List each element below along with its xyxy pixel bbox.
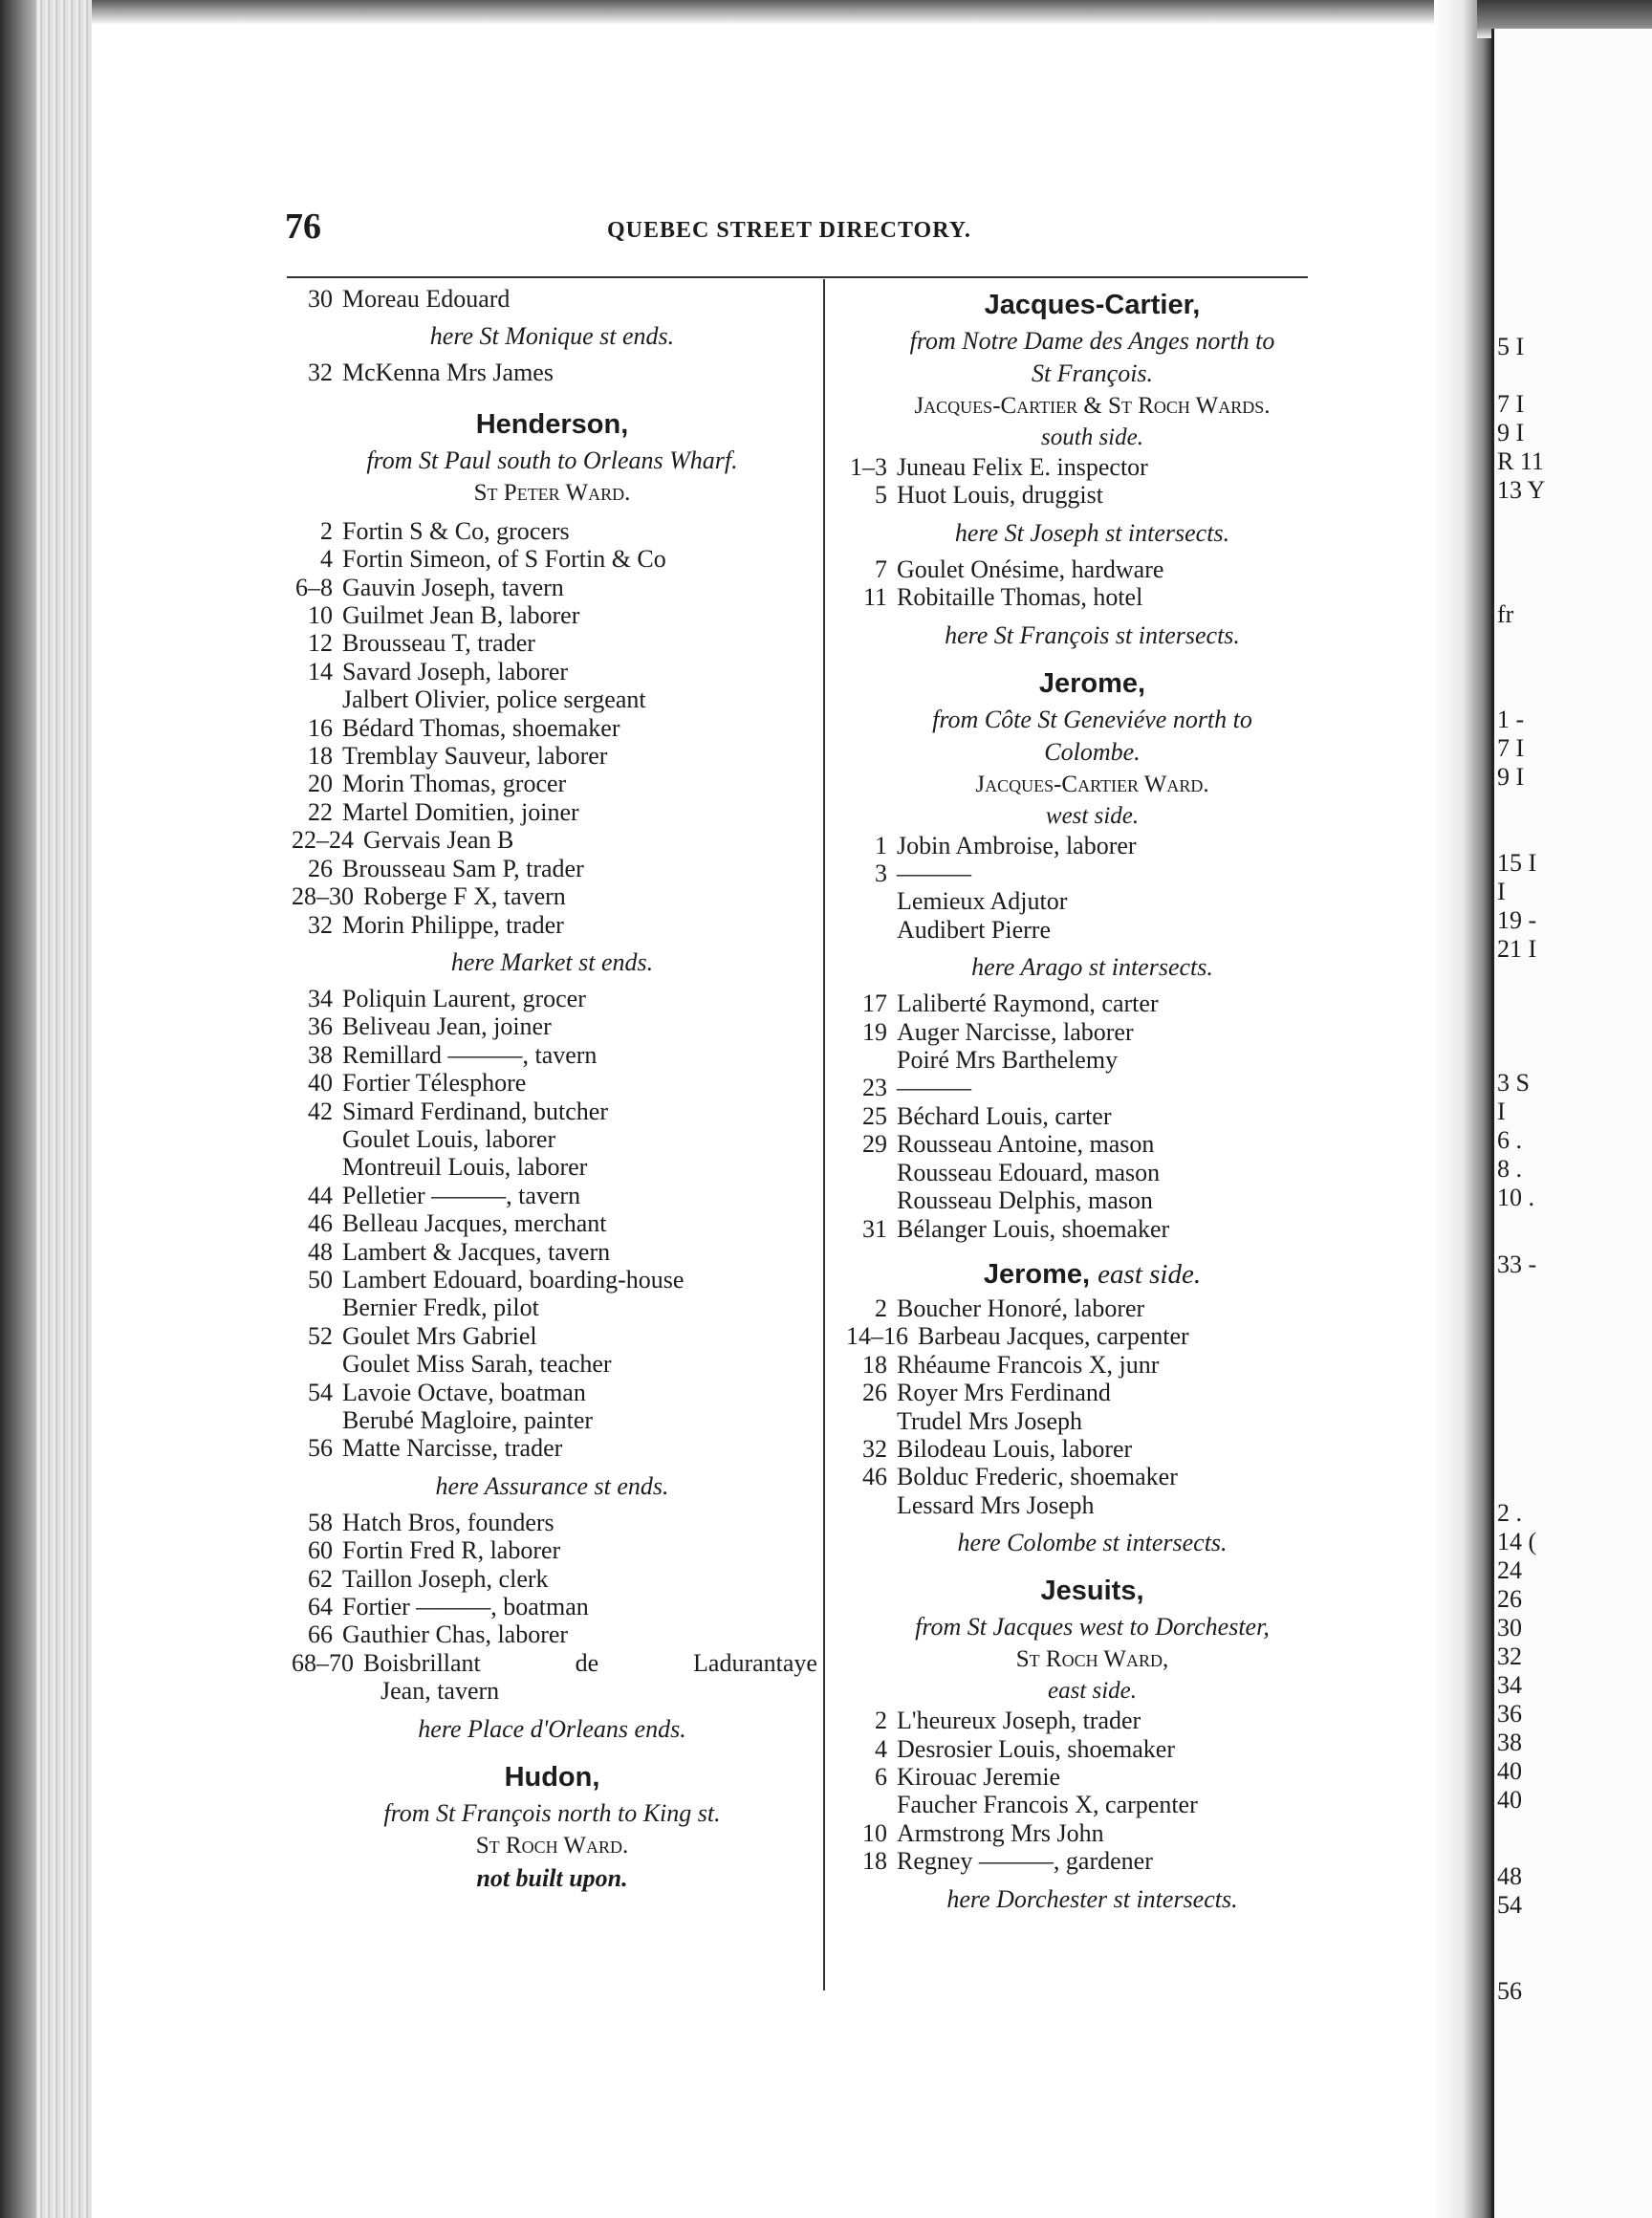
entry-list (841, 989, 1343, 1243)
resident-name: Berubé Magloire, painter (342, 1406, 594, 1434)
entry-row (287, 285, 817, 313)
house-number: 6–8 (295, 573, 333, 601)
house-number: 17 (862, 989, 887, 1018)
house-number: 30 (308, 285, 333, 313)
house-number: 44 (308, 1181, 333, 1209)
resident-name: Brousseau T, trader (342, 629, 535, 658)
fragment-text: 6 . (1497, 1126, 1522, 1154)
entry-row (287, 359, 817, 386)
house-number: 68–70 (292, 1648, 354, 1677)
house-number: 22–24 (292, 826, 354, 855)
ward-name: St Roch Ward. (475, 1832, 629, 1859)
house-number: 18 (862, 1350, 887, 1379)
house-number: 14 (308, 657, 333, 685)
fragment-text: 15 I (1497, 849, 1537, 877)
house-number: 18 (308, 742, 333, 771)
street-heading: Jacques-Cartier, (984, 290, 1201, 320)
resident-name: Bélanger Louis, shoemaker (897, 1214, 1170, 1243)
resident-name: Morin Philippe, trader (342, 910, 564, 939)
house-number: 60 (308, 1536, 333, 1565)
entry-row (841, 1294, 1343, 1322)
entry-row (841, 583, 1343, 611)
entry-row (287, 1649, 817, 1677)
entry-row (287, 517, 817, 545)
book-gutter (1434, 0, 1491, 2218)
house-number: 1–3 (850, 453, 887, 481)
entry-row (287, 1593, 817, 1620)
header-rule (287, 276, 1308, 278)
street-description: from Notre Dame des Anges north to (909, 327, 1275, 355)
entry-row (287, 685, 817, 713)
entry-row (841, 1074, 1343, 1101)
resident-name: Rousseau Edouard, mason (897, 1158, 1161, 1186)
resident-name: Morin Thomas, grocer (342, 770, 567, 798)
fragment-text: 21 I (1497, 935, 1537, 963)
resident-name: Martel Domitien, joiner (342, 797, 579, 826)
resident-name: Brousseau Sam P, trader (342, 854, 584, 882)
house-number: 12 (308, 629, 333, 658)
house-number: 4 (320, 545, 333, 574)
house-number: 32 (308, 910, 333, 939)
entry-row (287, 770, 817, 797)
resident-name: Bolduc Frederic, shoemaker (897, 1463, 1178, 1491)
entry-row (841, 832, 1343, 859)
entry-list (841, 832, 1343, 945)
entry-row (841, 1819, 1343, 1847)
resident-name: Barbeau Jacques, carpenter (918, 1322, 1189, 1351)
resident-name: Hatch Bros, founders (342, 1508, 554, 1536)
resident-name: Beliveau Jean, joiner (342, 1012, 552, 1041)
resident-name: Moreau Edouard (342, 285, 511, 313)
fragment-text: 19 - (1497, 906, 1537, 934)
house-number: 48 (308, 1237, 333, 1266)
street-note: here Arago st intersects. (971, 953, 1213, 982)
house-number: 36 (308, 1012, 333, 1041)
street-description: St François. (1031, 359, 1154, 387)
resident-name: Bilodeau Louis, laborer (897, 1434, 1133, 1463)
fragment-text: 2 . (1497, 1499, 1522, 1527)
entry-row (841, 1379, 1343, 1406)
house-number: 3 (875, 859, 887, 888)
entry-row (841, 1407, 1343, 1435)
resident-name-part: Ladurantaye (693, 1648, 817, 1677)
house-number: 25 (862, 1101, 887, 1130)
middle-column (841, 285, 1343, 1922)
street-note: here St Joseph st intersects. (954, 518, 1230, 547)
house-number: 26 (862, 1379, 887, 1407)
house-number: 6 (875, 1762, 887, 1791)
house-number: 56 (308, 1434, 333, 1463)
entry-list (287, 1509, 817, 1649)
house-number: 29 (862, 1130, 887, 1159)
entry-row (841, 1707, 1343, 1734)
fragment-text: I (1497, 878, 1506, 905)
street-heading: Jerome, (1038, 667, 1146, 699)
running-title: QUEBEC STREET DIRECTORY. (607, 218, 971, 243)
resident-name: Goulet Miss Sarah, teacher (342, 1350, 612, 1379)
resident-name: ——— (897, 859, 971, 888)
house-number: 1 (875, 831, 887, 859)
resident-name: Jalbert Olivier, police sergeant (342, 685, 646, 714)
house-number: 32 (308, 359, 333, 387)
entry-list (841, 1294, 1343, 1519)
fragment-text: 30 (1497, 1614, 1522, 1642)
fragment-text: 38 (1497, 1729, 1522, 1756)
street-note: here St Monique st ends. (429, 322, 675, 351)
resident-name-part: de (575, 1648, 599, 1677)
entry-row (841, 859, 1343, 887)
street-description: Colombe. (1044, 737, 1141, 766)
resident-name: Lambert & Jacques, tavern (342, 1237, 611, 1266)
entry-row (287, 1509, 817, 1536)
resident-name: Huot Louis, druggist (897, 481, 1103, 510)
entry-list (841, 1707, 1343, 1875)
resident-name: Gauthier Chas, laborer (342, 1620, 569, 1649)
street-description: from St François north to King st. (383, 1798, 721, 1827)
entry-row (287, 1182, 817, 1209)
house-number: 11 (862, 583, 887, 612)
street-note: here Place d'Orleans ends. (418, 1714, 686, 1743)
street-heading: Hudon, (504, 1761, 600, 1793)
resident-name: Gauvin Joseph, tavern (342, 573, 564, 601)
resident-name: Savard Joseph, laborer (342, 657, 569, 685)
fragment-text: 56 (1497, 1977, 1522, 2005)
resident-name: Boucher Honoré, laborer (897, 1294, 1145, 1322)
resident-name: Goulet Louis, laborer (342, 1124, 556, 1153)
entry-row (841, 1463, 1343, 1490)
resident-name: Fortin S & Co, grocers (342, 516, 570, 545)
fragment-text: I (1497, 1098, 1506, 1125)
resident-name: Lambert Edouard, boarding-house (342, 1265, 685, 1294)
entry-row (287, 1209, 817, 1237)
house-number: 2 (875, 1294, 887, 1322)
street-note: here Colombe st intersects. (957, 1529, 1228, 1557)
entry-row (287, 1125, 817, 1153)
entry-row (287, 1434, 817, 1462)
resident-name: Goulet Mrs Gabriel (342, 1321, 537, 1350)
entry-row (287, 714, 817, 742)
house-number: 4 (875, 1734, 887, 1763)
street-note: not built upon. (476, 1863, 628, 1892)
fragment-text: 48 (1497, 1862, 1522, 1890)
entry-row (287, 1294, 817, 1321)
resident-name: Jobin Ambroise, laborer (897, 831, 1137, 859)
entry-row (287, 1322, 817, 1350)
entry-row (287, 1069, 817, 1097)
house-number: 31 (862, 1214, 887, 1243)
resident-name: Faucher Francois X, carpenter (897, 1791, 1198, 1819)
entry-row (287, 1620, 817, 1648)
fragment-text: 32 (1497, 1642, 1522, 1670)
side-label: west side. (1045, 802, 1140, 829)
book-spine (0, 0, 36, 2218)
fragment-text: 8 . (1497, 1155, 1522, 1183)
house-number: 62 (308, 1564, 333, 1593)
ward-name: St Peter Ward. (473, 479, 631, 506)
resident-name: Desrosier Louis, shoemaker (897, 1734, 1175, 1763)
street-description: from St Paul south to Orleans Wharf. (366, 446, 738, 474)
entry-row (287, 574, 817, 601)
entry-row (841, 1491, 1343, 1519)
street-note: here St François st intersects. (945, 620, 1240, 649)
resident-name: Regney ———, gardener (897, 1847, 1153, 1876)
street-heading: Jesuits, (1040, 1576, 1144, 1607)
entry-row (841, 555, 1343, 583)
house-number: 26 (308, 854, 333, 882)
house-number: 18 (862, 1847, 887, 1876)
house-number: 10 (862, 1818, 887, 1847)
fragment-text: 1 - (1497, 706, 1525, 733)
side-label: east side. (1047, 1678, 1138, 1705)
fragment-text: fr (1497, 600, 1514, 628)
resident-name: Boisbrillant (363, 1648, 481, 1677)
fragment-text: 5 I (1497, 333, 1525, 360)
resident-name: Belleau Jacques, merchant (342, 1209, 607, 1238)
entry-row (287, 545, 817, 573)
fragment-text: 34 (1497, 1671, 1522, 1699)
house-number: 50 (308, 1265, 333, 1294)
entry-row (287, 1266, 817, 1294)
house-number: 38 (308, 1040, 333, 1069)
entry-row (287, 1098, 817, 1125)
house-number: 64 (308, 1593, 333, 1621)
entry-row (841, 1018, 1343, 1046)
resident-name: Poiré Mrs Barthelemy (897, 1046, 1119, 1075)
resident-name: Remillard ———, tavern (342, 1040, 598, 1069)
entry-row (287, 601, 817, 629)
street-description: from Côte St Geneviéve north to (932, 705, 1252, 733)
street-name: Jerome, (983, 1258, 1091, 1290)
street-heading: Henderson, (475, 408, 629, 440)
street-heading (841, 1254, 1343, 1294)
fragment-text: 14 ( (1497, 1528, 1537, 1555)
resident-name: Rhéaume Francois X, junr (897, 1350, 1160, 1379)
house-number: 52 (308, 1321, 333, 1350)
entry-row (841, 1847, 1343, 1875)
ward-name: Jacques-Cartier Ward. (975, 771, 1209, 797)
entry-row (841, 916, 1343, 944)
resident-name: Royer Mrs Ferdinand (897, 1379, 1111, 1407)
entry-row (287, 658, 817, 685)
entry-row (841, 1130, 1343, 1158)
fragment-text: 26 (1497, 1585, 1522, 1613)
entry-row (841, 887, 1343, 915)
entry-row (841, 1102, 1343, 1130)
resident-name: Gervais Jean B (363, 826, 514, 855)
street-note: here Dorchester st intersects. (946, 1884, 1238, 1913)
entry-row (287, 1565, 817, 1593)
resident-name: Kirouac Jeremie (897, 1762, 1061, 1791)
resident-name: Pelletier ———, tavern (342, 1181, 581, 1209)
fragment-text: 9 I (1497, 419, 1525, 446)
house-number: 2 (875, 1707, 887, 1735)
entry-row (287, 1379, 817, 1406)
house-number: 46 (308, 1209, 333, 1238)
entry-row (841, 989, 1343, 1017)
resident-name: Lavoie Octave, boatman (342, 1378, 586, 1406)
entry-row (841, 1791, 1343, 1818)
entry-row (841, 1735, 1343, 1763)
entry-row (841, 481, 1343, 509)
resident-name: Lemieux Adjutor (897, 887, 1068, 916)
resident-name: Goulet Onésime, hardware (897, 554, 1164, 583)
fragment-text: 10 . (1497, 1184, 1534, 1211)
house-number: 58 (308, 1508, 333, 1536)
resident-name: Fortier ———, boatman (342, 1593, 589, 1621)
fragment-text: 7 I (1497, 734, 1525, 762)
house-number: 28–30 (292, 882, 354, 911)
fragment-text: 3 S (1497, 1069, 1530, 1097)
page-edges (36, 0, 92, 2218)
entry-row (287, 1012, 817, 1040)
resident-name: Bernier Fredk, pilot (342, 1294, 539, 1322)
resident-name: Juneau Felix E. inspector (897, 453, 1148, 481)
entry-list (841, 453, 1343, 510)
entry-list (287, 985, 817, 1463)
resident-name: Auger Narcisse, laborer (897, 1017, 1134, 1046)
house-number: 19 (862, 1017, 887, 1046)
left-column (287, 285, 817, 1895)
house-number: 14–16 (846, 1322, 908, 1351)
fragment-text: 54 (1497, 1891, 1522, 1919)
house-number: 22 (308, 797, 333, 826)
resident-name: Poliquin Laurent, grocer (342, 984, 586, 1012)
fragment-text: 7 I (1497, 390, 1525, 418)
house-number: 7 (875, 554, 887, 583)
house-number: 2 (320, 516, 333, 545)
street-description: from St Jacques west to Dorchester, (915, 1613, 1270, 1642)
resident-name: Montreuil Louis, laborer (342, 1153, 588, 1182)
entry-row (287, 1238, 817, 1266)
entry-row (287, 985, 817, 1012)
resident-name: ——— (897, 1074, 971, 1102)
ward-name: St Roch Ward, (1015, 1646, 1169, 1673)
street-note: here Market st ends. (450, 947, 654, 976)
fragment-text: 36 (1497, 1700, 1522, 1728)
resident-name: Audibert Pierre (897, 915, 1052, 944)
fragment-text: R 11 (1497, 447, 1544, 475)
resident-name: Béchard Louis, carter (897, 1101, 1112, 1130)
resident-name: Taillon Joseph, clerk (342, 1564, 549, 1593)
entry-row (287, 882, 817, 910)
house-number: 23 (862, 1074, 887, 1102)
resident-name: Trudel Mrs Joseph (897, 1406, 1083, 1435)
entry-row (841, 1046, 1343, 1074)
resident-name: Roberge F X, tavern (363, 882, 566, 911)
entry-row (287, 629, 817, 657)
fragment-text: 24 (1497, 1556, 1522, 1584)
entry-row (287, 911, 817, 939)
side-label: east side. (1098, 1258, 1202, 1290)
entry-row (287, 1041, 817, 1069)
house-number: 54 (308, 1378, 333, 1406)
entry-row (841, 1435, 1343, 1463)
top-shadow (92, 0, 1478, 25)
resident-name: Laliberté Raymond, carter (897, 989, 1159, 1018)
house-number: 10 (308, 601, 333, 630)
entry-row (287, 798, 817, 826)
entry-row (287, 742, 817, 770)
resident-name: Rousseau Delphis, mason (897, 1186, 1153, 1215)
entry-row (841, 1215, 1343, 1243)
entry-row (841, 1763, 1343, 1791)
entry-row (841, 1159, 1343, 1186)
ward-name: Jacques-Cartier & St Roch Wards. (914, 393, 1271, 419)
entry-row (841, 453, 1343, 481)
fragment-text: 9 I (1497, 763, 1525, 791)
house-number: 42 (308, 1097, 333, 1125)
fragment-text: 13 Y (1497, 476, 1546, 504)
entry-list (841, 555, 1343, 612)
entry-row (287, 1406, 817, 1434)
resident-name: Bédard Thomas, shoemaker (342, 713, 620, 742)
house-number: 46 (862, 1463, 887, 1491)
resident-name: Fortier Télesphore (342, 1069, 527, 1098)
entry-row (841, 1351, 1343, 1379)
street-note: here Assurance st ends. (435, 1471, 669, 1500)
house-number: 40 (308, 1069, 333, 1098)
entry-row (841, 1186, 1343, 1214)
resident-name: L'heureux Joseph, trader (897, 1707, 1141, 1735)
house-number: 16 (308, 713, 333, 742)
resident-name: McKenna Mrs James (342, 359, 554, 387)
resident-name: Matte Narcisse, trader (342, 1434, 563, 1463)
entry-row (287, 855, 817, 882)
entry-row (287, 1153, 817, 1181)
entry-row (287, 826, 817, 854)
resident-name: Armstrong Mrs John (897, 1818, 1104, 1847)
resident-name: Fortin Simeon, of S Fortin & Co (342, 545, 666, 574)
fragment-text: 40 (1497, 1757, 1522, 1785)
fragment-text: 33 - (1497, 1250, 1537, 1278)
resident-name: Rousseau Antoine, mason (897, 1130, 1155, 1159)
column-rule (823, 279, 825, 1990)
resident-name: Tremblay Sauveur, laborer (342, 742, 608, 771)
house-number: 20 (308, 770, 333, 798)
resident-name: Robitaille Thomas, hotel (897, 583, 1143, 612)
entry-row (287, 1350, 817, 1378)
side-label: south side. (1041, 424, 1143, 450)
resident-name: Guilmet Jean B, laborer (342, 601, 580, 630)
house-number: 32 (862, 1434, 887, 1463)
house-number: 34 (308, 984, 333, 1012)
resident-name: Fortin Fred R, laborer (342, 1536, 561, 1565)
house-number: 5 (875, 481, 887, 510)
house-number: 66 (308, 1620, 333, 1649)
resident-name: Simard Ferdinand, butcher (342, 1097, 608, 1125)
entry-row (841, 1322, 1343, 1350)
entry-continuation: Jean, tavern (380, 1677, 500, 1706)
page-number: 76 (285, 207, 321, 247)
entry-row (287, 1536, 817, 1564)
fragment-text: 40 (1497, 1786, 1522, 1814)
entry-list (287, 517, 817, 939)
resident-name: Lessard Mrs Joseph (897, 1490, 1095, 1519)
